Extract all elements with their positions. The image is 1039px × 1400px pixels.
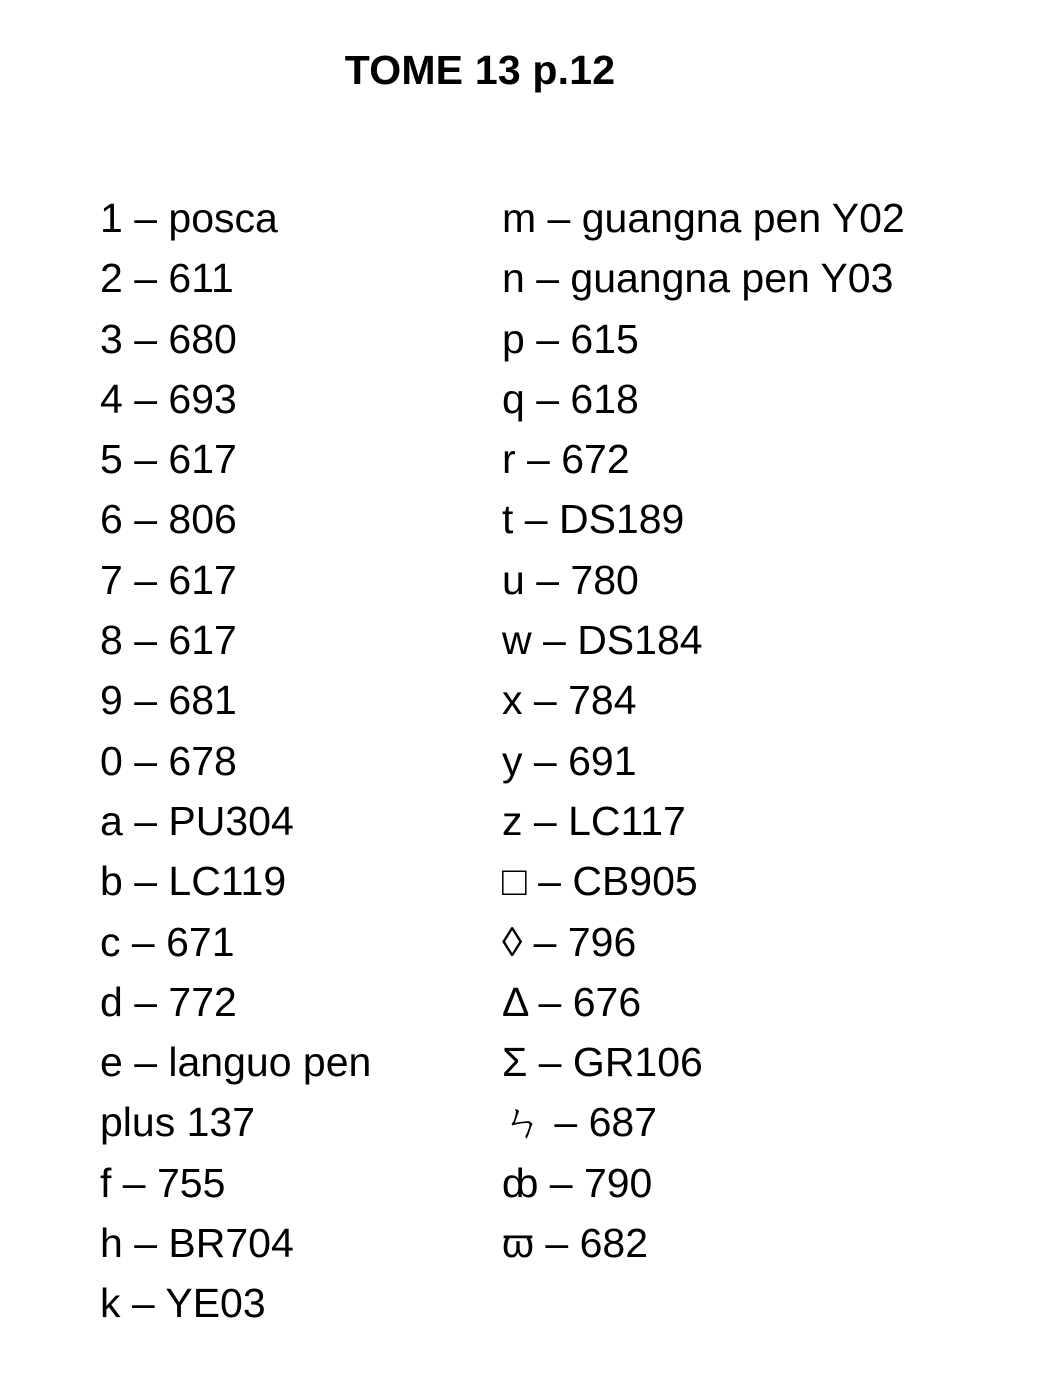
- list-item: z – LC117: [502, 797, 686, 844]
- list-item: 9 – 681: [100, 677, 237, 724]
- list-item: ㄣ – 687: [502, 1099, 657, 1146]
- list-item: y – 691: [502, 737, 637, 784]
- list-item: q – 618: [502, 375, 639, 422]
- list-item: Δ – 676: [502, 978, 642, 1025]
- list-item: x – 784: [502, 677, 637, 724]
- list-item: t – DS189: [502, 496, 685, 543]
- list-item: a – PU304: [100, 797, 294, 844]
- list-item: h – BR704: [100, 1220, 294, 1267]
- list-item: w – DS184: [502, 617, 703, 664]
- list-item: b – LC119: [100, 858, 287, 905]
- list-item: e – languo pen: [100, 1039, 372, 1086]
- list-item: 3 – 680: [100, 315, 237, 362]
- list-item: k – YE03: [100, 1280, 266, 1327]
- list-item: r – 672: [502, 436, 630, 483]
- list-item: m – guangna pen Y02: [502, 195, 905, 241]
- list-item: u – 780: [502, 556, 639, 603]
- list-item: 0 – 678: [100, 737, 237, 784]
- list-item: ◊ – 796: [502, 918, 637, 965]
- list-item: 1 – posca: [100, 195, 278, 241]
- list-item: ϖ – 682: [502, 1220, 649, 1267]
- list-item: f – 755: [100, 1159, 226, 1206]
- list-item: c – 671: [100, 918, 235, 965]
- list-item: 2 – 611: [100, 255, 234, 302]
- left-column-list: [100, 188, 480, 1334]
- list-item: p – 615: [502, 315, 639, 362]
- list-item: 7 – 617: [100, 556, 237, 603]
- list-item: d – 772: [100, 978, 237, 1025]
- list-item: 5 – 617: [100, 436, 237, 483]
- list-item: 8 – 617: [100, 617, 237, 664]
- list-item: n – guangna pen Y03: [502, 255, 894, 302]
- list-item: plus 137: [100, 1099, 256, 1146]
- list-item: Σ – GR106: [502, 1039, 703, 1086]
- list-item: ȸ – 790: [502, 1159, 653, 1206]
- right-column-list: [502, 188, 1022, 1273]
- list-item: 4 – 693: [100, 375, 237, 422]
- list-item: □ – CB905: [502, 858, 698, 905]
- page-title: TOME 13 p.12: [344, 47, 616, 93]
- list-item: 6 – 806: [100, 496, 237, 543]
